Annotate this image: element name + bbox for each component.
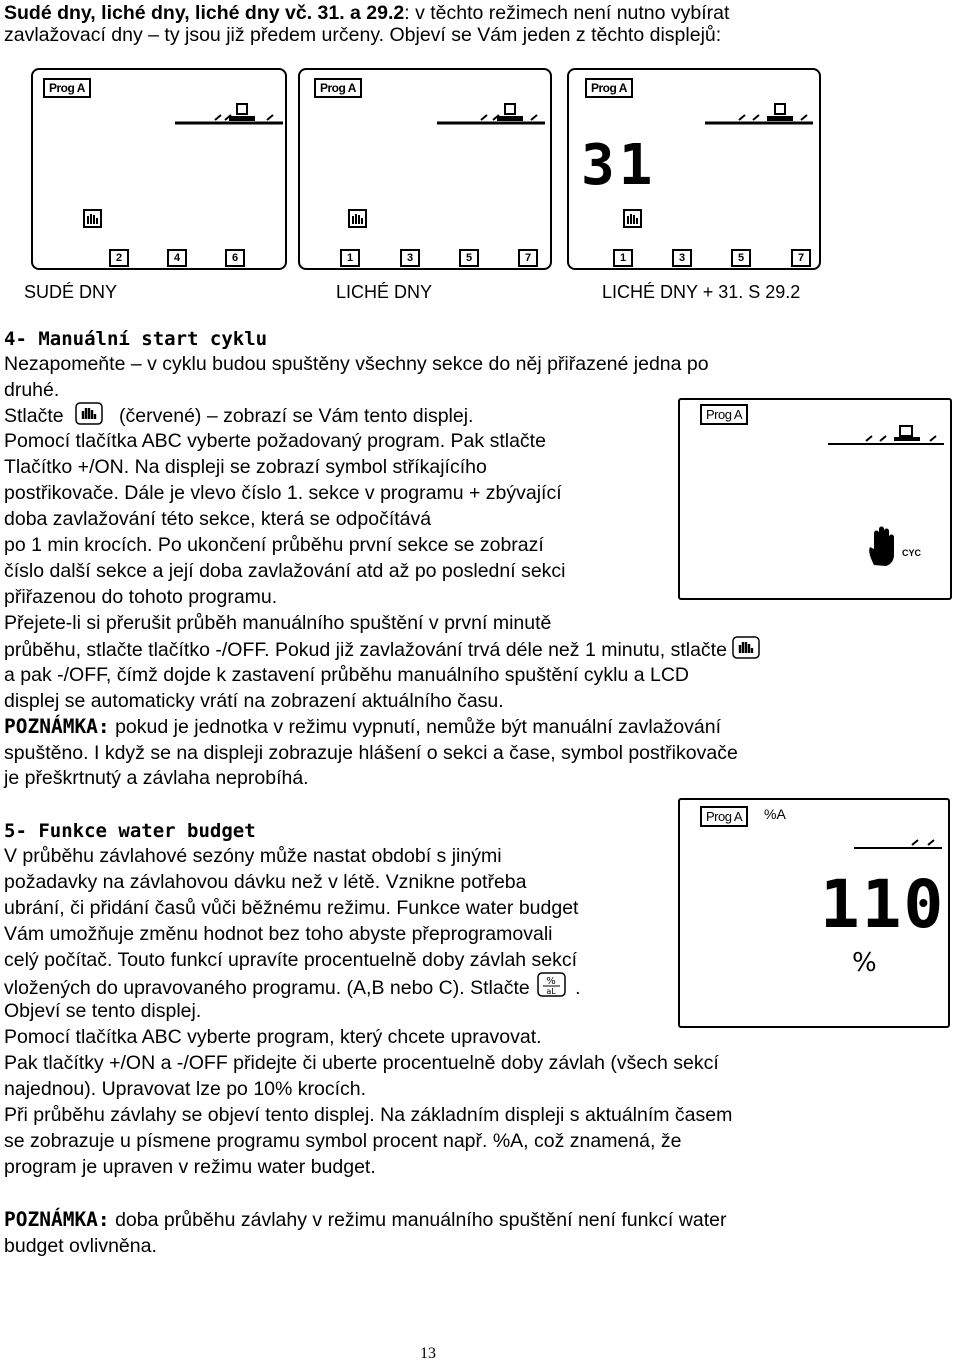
section-4-line: Přejete-li si přerušit průběh manuálního spuštění v první minutě [4,612,552,634]
svg-text:aL: aL [546,987,556,996]
section-5-line: Objeví se tento displej. [4,1000,202,1022]
section-5-line: program je upraven v režimu water budget. [4,1156,376,1178]
hand-icon [623,209,643,229]
day-box: 3 [400,249,420,267]
display-label: SUDÉ DNY [24,282,118,302]
prog-label: Prog A [43,78,91,98]
percent-sign: % [852,948,877,978]
section-4-heading: 4- Manuální start cyklu [4,328,268,350]
lcd-display-manual-start [678,398,952,600]
section-5-note [4,1207,726,1233]
section-5-line: Vám umožňuje změnu hodnot bez toho abyste přeprogramovali [4,923,553,945]
intro-rest: : v těchto režimech není nutno vybírat [404,2,730,24]
lcd-display-odd-days-31 [567,68,821,270]
section-5-line [4,972,581,1001]
section-5-note-line: budget ovlivněna. [4,1235,157,1257]
percent-program-label: %A [764,806,786,822]
sprinkler-bar-icon [852,828,944,852]
section-4-line: displej se automaticky vrátí na zobrazení aktuálního času. [4,690,504,712]
day-box: 3 [672,249,692,267]
section-5-line: V průběhu závlahové sezóny může nastat období s jinými [4,845,502,867]
prog-label: Prog A [314,78,362,98]
section-4-line: číslo další sekce a její doba zavlažování atd až po poslední sekci [4,560,566,582]
section-4-line [4,402,473,429]
day-box: 5 [731,249,751,267]
hand-button-icon [75,402,105,426]
day-box: 7 [791,249,811,267]
section-5-line: najednou). Upravovat lze po 10% krocích. [4,1078,367,1100]
sprinkler-bar-icon [826,422,946,448]
intro-line-2: zavlažovací dny – ty jsou již předem určeny. Objeví se Vám jeden z těchto displejů: [4,24,722,46]
section-5-period: . [575,977,581,999]
section-4-line: a pak -/OFF, čímž dojde k zastavení průběhu manuálního spuštění cyklu a LCD [4,664,690,686]
sprinkler-bar-icon [173,98,285,128]
budget-value-readout: 110 [820,866,946,943]
day-box: 5 [459,249,479,267]
section-4-line: druhé. [4,379,60,401]
section-5-line: Pomocí tlačítka ABC vyberte program, který chcete upravovat. [4,1026,542,1048]
sprinkler-bar-icon [703,98,815,128]
section-4-line: po 1 min krocích. Po ukončení průběhu první sekce se zobrazí [4,534,544,556]
section-4-note-line: je přeškrtnutý a závlaha neprobíhá. [4,767,309,789]
intro-bold: Sudé dny, liché dny, liché dny vč. 31. a 29.2 [4,2,405,24]
percent-button-icon [537,972,567,998]
day-box: 1 [613,249,633,267]
section-4-line: Pomocí tlačítka ABC vyberte požadovaný program. Pak stlačte [4,430,546,452]
section-4-note-line: spuštěno. I když se na displeji zobrazuje hlášení o sekci a čase, symbol postřikovače [4,742,738,764]
section-4-line: doba zavlažování této sekce, která se odpočítává [4,508,432,530]
section-4-line-text: průběhu, stlačte tlačítko -/OFF. Pokud již zavlažování trvá déle než 1 minutu, stlačte [4,639,727,661]
sprinkler-bar-icon [435,98,547,128]
display-label: LICHÉ DNY [336,282,433,302]
day-box: 7 [518,249,538,267]
day-number-readout: 31 [581,133,657,198]
section-5-line: ubrání, či přidání časů vůči běžnému režimu. Funkce water budget [4,897,579,919]
section-4-press-rest: (červené) – zobrazí se Vám tento displej. [119,405,474,427]
prog-label: Prog A [700,806,748,827]
section-4-press: Stlačte [4,405,64,427]
section-5-line: celý počítač. Touto funkcí upravíte procentuelně doby závlah sekcí [4,949,578,971]
svg-text:%: % [546,976,556,987]
lcd-display-even-days [31,68,287,270]
day-box: 4 [167,249,187,267]
hand-icon [866,525,902,569]
section-5-line-text: vložených do upravovaného programu. (A,B nebo C). Stlačte [4,977,530,999]
hand-icon [83,209,103,229]
section-4-note [4,714,721,740]
section-5-line: Pak tlačítky +/ON a -/OFF přidejte či uberte procentuelně doby závlah (všech sekcí [4,1052,719,1074]
lcd-display-odd-days [298,68,552,270]
section-4-line: Nezapomeňte – v cyklu budou spuštěny všechny sekce do něj přiřazené jedna po [4,353,709,375]
section-5-line: se zobrazuje u písmene programu symbol procent např. %A, což znamená, že [4,1130,682,1152]
prog-label: Prog A [585,78,633,98]
page-number: 13 [420,1345,436,1362]
note-label: POZNÁMKA: [4,1208,110,1231]
day-box: 6 [225,249,245,267]
section-4-line: přiřazenou do tohoto programu. [4,586,278,608]
hand-button-icon [732,636,762,660]
section-5-line: požadavky na závlahovou dávku než v létě. Vznikne potřeba [4,871,527,893]
prog-label: Prog A [700,404,748,425]
section-4-line: postřikovače. Dále je vlevo číslo 1. sekce v programu + zbývající [4,482,562,504]
note-text: pokud je jednotka v režimu vypnutí, nemůže být manuální zavlažování [109,716,722,738]
note-label: POZNÁMKA: [4,715,110,738]
section-5-heading: 5- Funkce water budget [4,820,256,842]
section-5-line: Při průběhu závlahy se objeví tento displej. Na základním displeji s aktuálním časem [4,1104,733,1126]
hand-icon [348,209,368,229]
day-box: 2 [109,249,129,267]
day-box: 1 [340,249,360,267]
cyc-label: CYC [902,548,922,558]
note-text: doba průběhu závlahy v režimu manuálního spuštění není funkcí water [109,1209,727,1231]
display-label: LICHÉ DNY + 31. S 29.2 [602,282,801,302]
section-4-line [4,636,762,663]
section-4-line: Tlačítko +/ON. Na displeji se zobrazí symbol stříkajícího [4,456,487,478]
lcd-display-water-budget [678,798,950,1028]
